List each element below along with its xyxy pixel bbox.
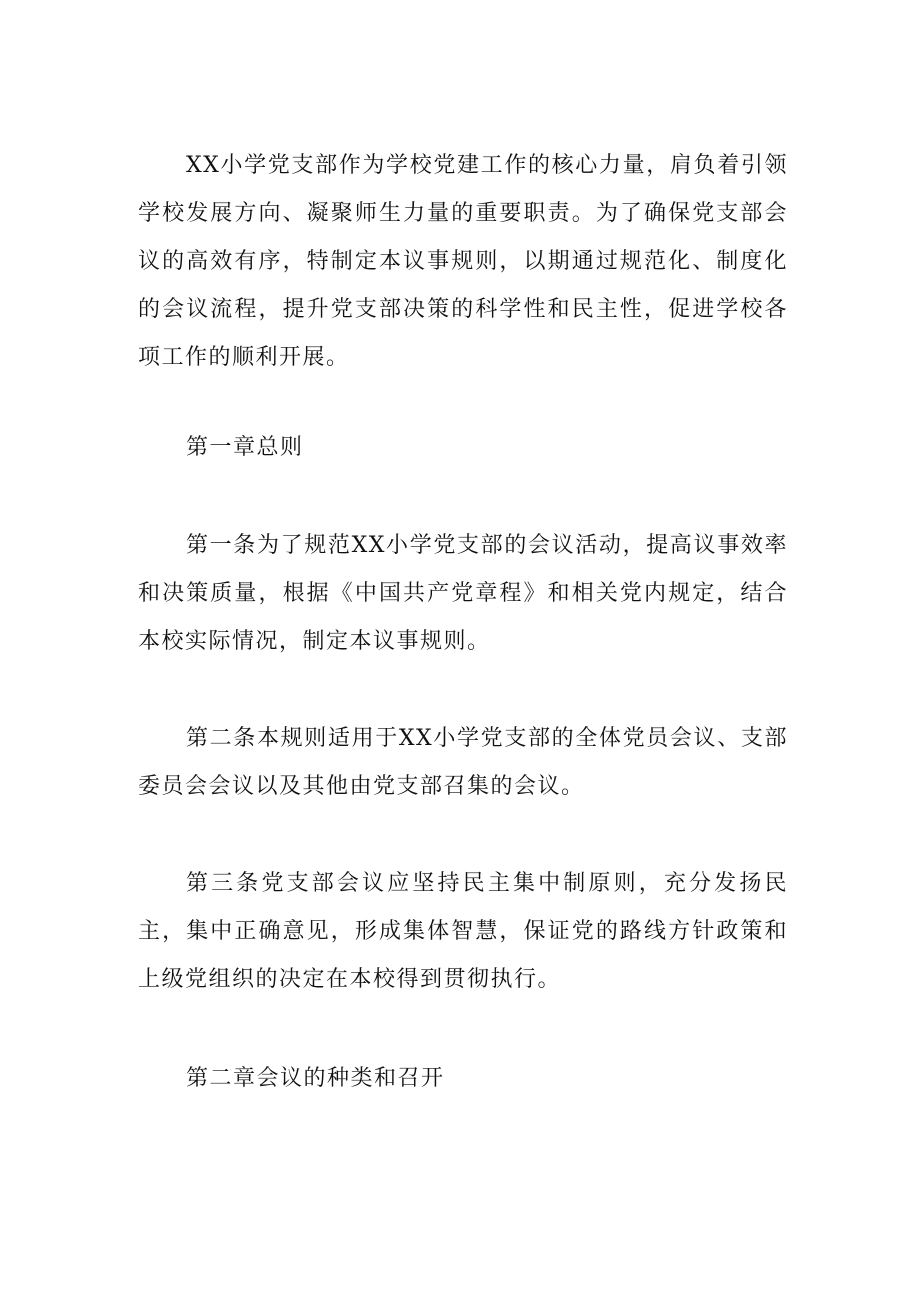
article-3-paragraph: 第三条党支部会议应坚持民主集中制原则，充分发扬民主，集中正确意见，形成集体智慧，保证党的路线方针政策和上级党组织的决定在本校得到贯彻执行。 <box>138 871 788 992</box>
chapter-1-heading: 第一章总则 <box>186 435 304 460</box>
article-2-paragraph: 第二条本规则适用于XX小学党支部的全体党员会议、支部委员会会议以及其他由党支部召集的会议。 <box>138 726 788 799</box>
chapter-2-heading: 第二章会议的种类和召开 <box>186 1066 445 1091</box>
intro-paragraph: XX小学党支部作为学校党建工作的核心力量，肩负着引领学校发展方向、凝聚师生力量的重要职责。为了确保党支部会议的高效有序，特制定本议事规则，以期通过规范化、制度化的会议流程，提升党支部决策的科学性和民主性，促进学校各项工作的顺利开展。 <box>138 153 788 370</box>
article-1-paragraph: 第一条为了规范XX小学党支部的会议活动，提高议事效率和决策质量，根据《中国共产党章程》和相关党内规定，结合本校实际情况，制定本议事规则。 <box>138 533 788 654</box>
